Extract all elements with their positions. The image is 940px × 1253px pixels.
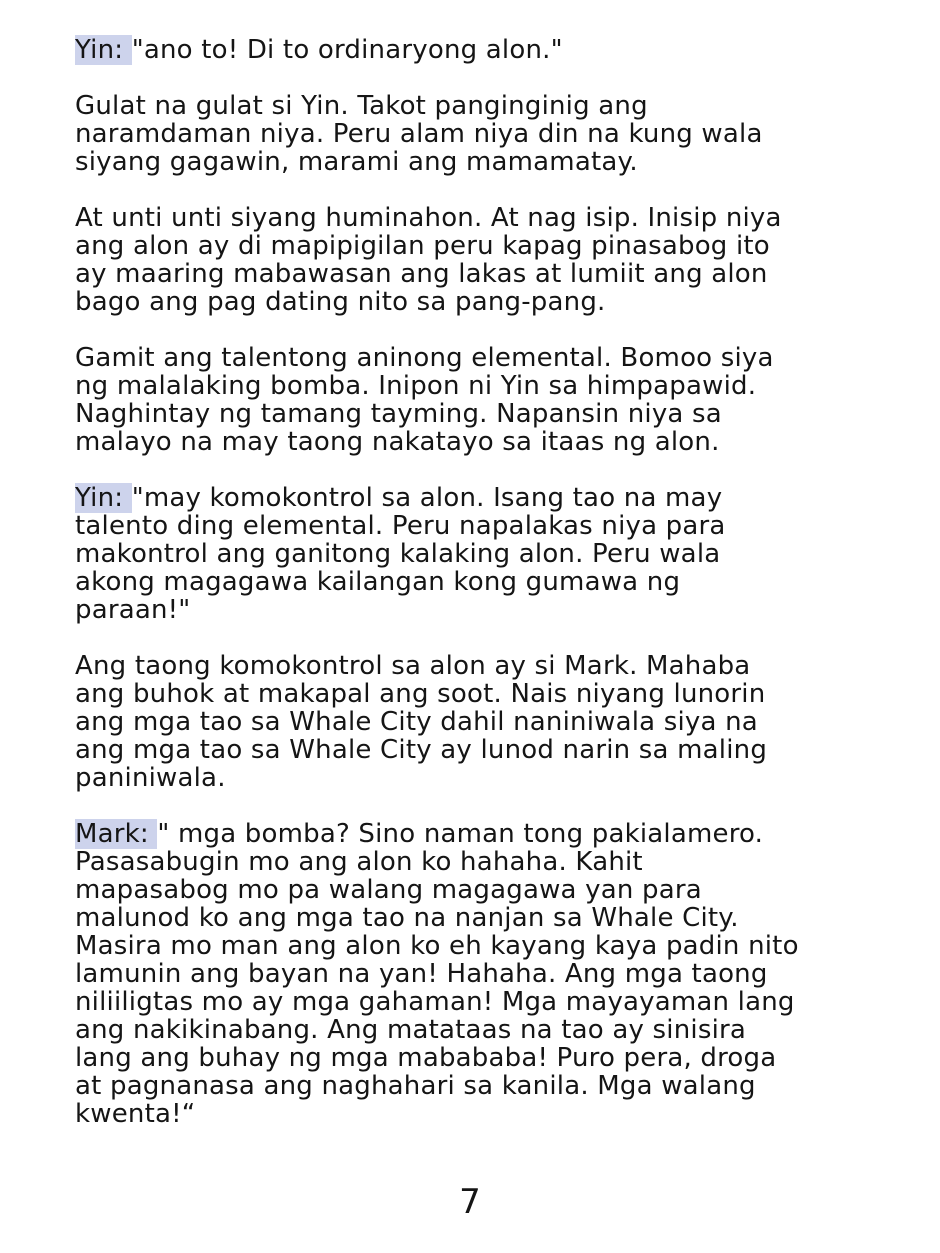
speaker-label: Yin: — [75, 35, 132, 65]
story-text — [75, 36, 895, 1156]
speaker-label: Yin: — [75, 483, 132, 513]
page-number: 7 — [459, 1182, 481, 1222]
speaker-label: Mark: — [75, 819, 158, 849]
dialog-mark — [75, 820, 895, 1128]
narration-paragraph: At unti unti siyang huminahon. At nag isip. Inisip niya ang alon ay di mapipigilan peru kapag pinasabog ito ay maaring mabawasan ang lakas at lumiit ang alon bago ang pag dating nito sa pang-pang. — [75, 203, 782, 317]
dialog-text: " mga bomba? Sino naman tong pakialamero. Pasasabugin mo ang alon ko hahaha. Kahit mapasabog mo pa walang magagawa yan para malunod ko ang mga tao na nanjan sa Whale City. Masira mo man ang alon ko eh kayang kaya padin nito lamunin ang bayan na yan! Hahaha. Ang mga taong niliiligtas mo ay mga gahaman! Mga mayayaman lang ang nakikinabang. Ang matataas na tao ay sinisira lang ang buhay ng mga mabababa! Puro pera, droga at pagnanasa ang naghahari sa kanila. Mga walang kwenta!“ — [75, 819, 799, 1129]
dialog-text: "ano to! Di to ordinaryong alon." — [131, 35, 563, 65]
dialog-yin-1 — [75, 36, 895, 64]
dialog-text: "may komokontrol sa alon. Isang tao na may talento ding elemental. Peru napalakas niya para makontrol ang ganitong kalaking alon. Peru wala akong magagawa kailangan kong gumawa ng paraan!" — [75, 483, 726, 625]
narration-paragraph: Gamit ang talentong aninong elemental. Bomoo siya ng malalaking bomba. Inipon ni Yin sa himpapawid. Naghintay ng tamang tayming. Napansin niya sa malayo na may taong nakatayo sa itaas ng alon. — [75, 343, 774, 457]
dialog-yin-2 — [75, 484, 895, 624]
narration-paragraph: Gulat na gulat si Yin. Takot panginginig ang naramdaman niya. Peru alam niya din na kung wala siyang gagawin, marami ang mamamatay. — [75, 91, 763, 177]
narration-paragraph: Ang taong komokontrol sa alon ay si Mark. Mahaba ang buhok at makapal ang soot. Nais niyang lunorin ang mga tao sa Whale City dahil naniniwala siya na ang mga tao sa Whale City ay lunod narin sa maling paniniwala. — [75, 651, 768, 793]
